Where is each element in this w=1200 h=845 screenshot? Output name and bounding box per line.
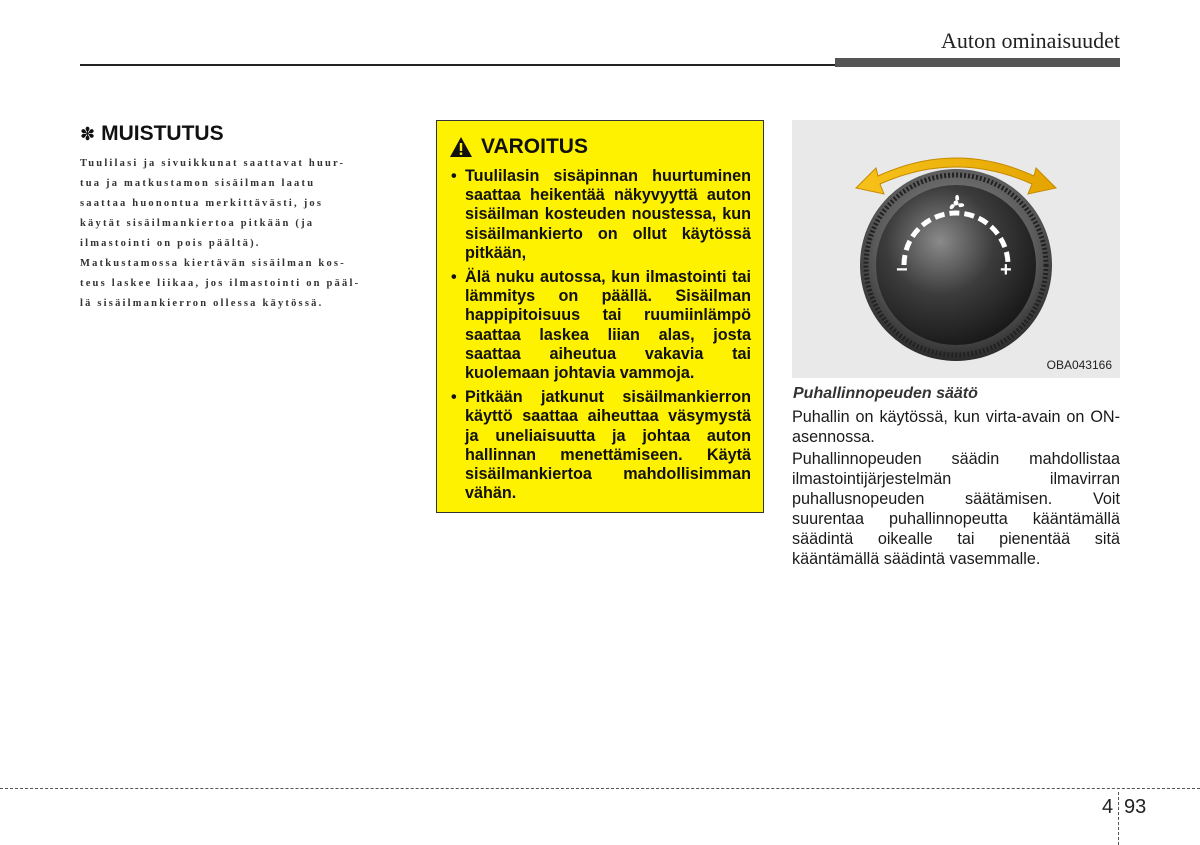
warning-heading [449,135,751,159]
figure-caption: OBA043166 [1046,358,1112,372]
warning-item: • Pitkään jatkunut sisäilmankierron käyttö saattaa aiheuttaa väsymystä ja uneliaisuutta ja johtaa auton hallinnan menettämiseen. Käytä sisäilmankiertoa mahdollisimman vähän. [449,388,751,503]
section-body [792,407,1120,571]
chapter-number: 4 [1102,796,1114,818]
warning-triangle-icon [449,136,473,158]
note-body [80,154,405,314]
note-line: lä sisäilmankierron ollessa käytössä. [80,298,324,309]
note-line: ilmastointi on pois päältä). [80,238,261,249]
knob-minus-label: − [896,259,908,281]
warning-box [436,120,764,513]
section-title: Puhallinnopeuden säätö [793,385,978,402]
header-rule [80,64,835,66]
warning-item: • Älä nuku autossa, kun ilmastointi tai lämmitys on päällä. Sisäilman happipitoisuus tai ruumiinlämpö saattaa laskea liian alas, josta saattaa aiheutua vakavia tai kuolemaan johtavia vammoja. [449,268,751,383]
page-number: 93 [1124,796,1147,818]
footer-rule [0,788,1200,789]
header-title: Auton ominaisuudet [940,28,1120,53]
note-line: käytät sisäilmankiertoa pitkään (ja [80,218,315,229]
warning-item: • Tuulilasin sisäpinnan huurtuminen saattaa heikentää näkyvyyttä auton sisäilman kosteuden noustessa, kun sisäilmankierto on ollut käytössä pitkään, [449,167,751,263]
note-line: tua ja matkustamon sisäilman laatu [80,178,316,189]
note-heading [80,122,405,146]
asterisk-icon: ✽ [80,123,96,144]
note-line: saattaa huonontua merkittävästi, jos [80,198,324,209]
note-heading-label: MUISTUTUS [101,122,224,145]
note-line: Matkustamossa kiertävän sisäilman kos- [80,258,346,269]
header-rule-accent [835,58,1120,67]
page-number-divider [1118,792,1119,845]
knob-illustration [792,120,1120,378]
section-paragraph: Puhallinnopeuden säädin mahdollistaa ilmastointijärjestelmän ilmavirran puhallusnopeuden säätämisen. Voit suurentaa puhallinnopeutta kääntämällä säädintä oikealle tai pienentää sitä kääntämällä säädintä vasemmalle. [792,450,1120,568]
section-paragraph: Puhallin on käytössä, kun virta-avain on ON-asennossa. [792,408,1120,446]
note-line: teus laskee liikaa, jos ilmastointi on pääl- [80,278,361,289]
fan-speed-knob-figure [792,120,1120,378]
warning-heading-label: VAROITUS [481,135,588,158]
note-section [80,122,405,314]
knob-plus-label: + [1000,259,1012,281]
warning-list [449,167,751,503]
note-line: Tuulilasi ja sivuikkunat saattavat huur- [80,158,346,169]
